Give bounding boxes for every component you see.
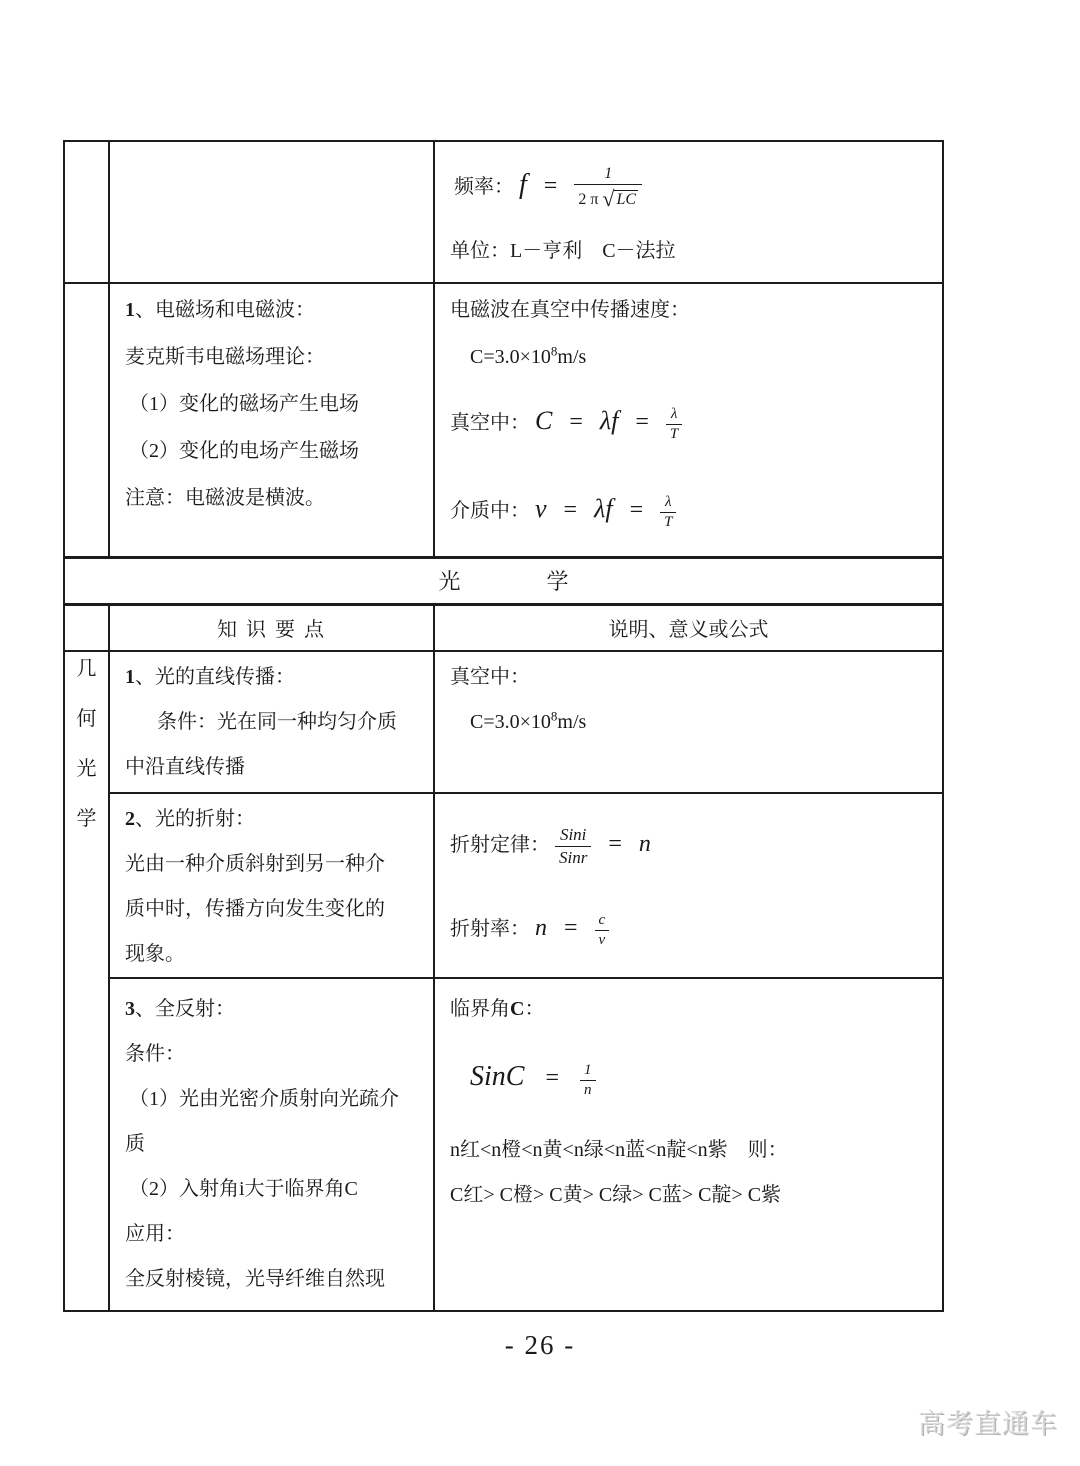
cell-em-freq-left-margin: [64, 141, 109, 283]
lambda-f: λf: [599, 406, 619, 435]
optics3-title: [125, 987, 425, 1032]
n-symbol: n: [638, 831, 651, 857]
medium-label: 介质中：: [450, 500, 530, 522]
fraction-denominator: [574, 184, 642, 211]
fraction-denominator: Sinr: [555, 846, 591, 868]
equals-sign: =: [569, 409, 583, 435]
item-text: 、光的折射：: [135, 808, 255, 830]
optics1-title: [125, 655, 425, 700]
light-speed-value: [450, 700, 934, 745]
cell-em-freq-formula: [434, 141, 943, 283]
formula-refraction-law: [450, 797, 934, 874]
cell-header-margin: [64, 604, 109, 651]
physics-formula-table: [63, 140, 944, 1312]
vlabel-char: 学: [76, 808, 97, 830]
item-number: 2: [125, 808, 135, 830]
fraction-denominator: v: [595, 930, 610, 949]
unit-line: 单位：L－亨利 C－法拉: [450, 239, 676, 262]
cell-optics2-formula: [434, 793, 943, 978]
refractive-index-order: n红<n橙<n黄<n绿<n蓝<n靛<n紫 则：: [450, 1139, 788, 1161]
em-line-3: （1）变化的磁场产生电场: [129, 393, 359, 415]
em-point-1: [125, 287, 425, 334]
optics3-line6: 应用：: [125, 1223, 185, 1245]
row-frequency: [64, 141, 943, 283]
cell-optics1-knowledge: [109, 651, 434, 793]
fraction-numerator: c: [598, 911, 606, 928]
vlabel-char: 何: [76, 708, 97, 730]
cell-header-explanation: 说明、意义或公式: [434, 604, 943, 651]
cell-optics1-formula: [434, 651, 943, 793]
law-label: 折射定律：: [450, 834, 550, 856]
em-line-5: 注意：电磁波是横波。: [125, 487, 325, 509]
sqrt-icon: √: [602, 186, 615, 212]
frequency-label: 频率：: [454, 175, 514, 198]
c-value: C=3.0×10: [470, 711, 551, 733]
frequency-fraction: [574, 165, 642, 212]
optics-title-char2: 学: [546, 569, 569, 594]
formula-vacuum: [450, 395, 934, 449]
fraction-numerator: Sini: [559, 825, 587, 845]
fraction-numerator: 1: [584, 1061, 592, 1078]
row-em-waves: [64, 283, 943, 557]
item-number: 1: [125, 299, 135, 321]
optics2-title: [125, 797, 425, 842]
em-line-4: （2）变化的电场产生磁场: [129, 440, 359, 462]
formula-medium: [450, 483, 934, 537]
lambda-over-T: [660, 494, 676, 532]
den-2pi: 2 π: [578, 191, 603, 209]
vlabel-char: 几: [76, 658, 97, 680]
vlabel-char: 光: [76, 758, 97, 780]
crit-colon: ：: [524, 998, 545, 1020]
cell-geometric-optics-label: [64, 651, 109, 1311]
item-text: 、电磁场和电磁波：: [135, 299, 315, 321]
optics3-line7: 全反射棱镜，光导纤维自然现: [125, 1268, 385, 1290]
formula-refraction-index: [450, 902, 934, 955]
row-optics-3: [64, 978, 943, 1311]
fraction-numerator: λ: [670, 405, 678, 422]
crit-text: 临界角: [450, 998, 510, 1020]
formula-frequency: [454, 165, 934, 212]
vacuum-label: 真空中：: [450, 412, 530, 434]
equals-sign: =: [629, 497, 644, 523]
radicand-LC: LC: [616, 191, 637, 209]
row-column-headers: [64, 604, 943, 651]
cell-em-wave-knowledge: [109, 283, 434, 557]
equals-sign: =: [545, 1065, 560, 1091]
optics3-line3: （1）光由光密介质射向光疏介: [129, 1088, 399, 1110]
medium-lhs: v: [535, 494, 547, 523]
equals-sign: =: [563, 497, 578, 523]
vacuum-lhs: C: [535, 406, 553, 435]
cell-optics-title: [64, 557, 943, 604]
optics2-line4: 现象。: [125, 943, 185, 965]
fraction-denominator: T: [660, 512, 676, 531]
sinc-symbol: SinC: [470, 1061, 525, 1092]
equals-sign: =: [564, 915, 578, 941]
index-label: 折射率：: [450, 918, 530, 940]
equals-sign: =: [543, 172, 558, 199]
lambda-over-T: [666, 406, 682, 444]
item-number: 1: [125, 666, 135, 688]
row-optics-2: [64, 793, 943, 978]
optics-title-char1: 光: [438, 569, 461, 594]
fraction-numerator: 1: [604, 165, 613, 182]
formula-sinc: [450, 1050, 934, 1106]
equals-sign: =: [635, 409, 649, 435]
cell-em-wave-left-margin: [64, 283, 109, 557]
row-optics-title: [64, 557, 943, 604]
optics2-line2: 光由一种介质斜射到另一种介: [125, 853, 385, 875]
vertical-label: [65, 652, 108, 831]
cell-optics3-formula: [434, 978, 943, 1311]
fraction-denominator: T: [666, 424, 682, 443]
cell-em-freq-knowledge-empty: [109, 141, 434, 283]
one-over-n: [580, 1062, 596, 1100]
sini-over-sinr: [555, 825, 591, 867]
row-optics-1: [64, 651, 943, 793]
item-text: 、光的直线传播：: [135, 666, 295, 688]
c-exponent: 8: [550, 343, 558, 359]
frequency-symbol: f: [519, 168, 527, 200]
fraction-denominator: n: [580, 1080, 596, 1099]
critical-angle-label: [450, 987, 934, 1032]
item-number: 3: [125, 998, 135, 1020]
em-line-2: 麦克斯韦电磁场理论：: [125, 346, 325, 368]
page-number: - 26 -: [504, 1330, 576, 1360]
optics1-line3: 中沿直线传播: [125, 756, 245, 778]
n-symbol: n: [535, 915, 547, 941]
watermark: 高考直通车: [918, 1409, 1058, 1439]
optics1-line2: 条件：光在同一种均匀介质: [157, 711, 397, 733]
optics2-line3: 质中时，传播方向发生变化的: [125, 898, 385, 920]
lambda-f: λf: [594, 494, 613, 523]
crit-C: C: [510, 998, 525, 1020]
c-unit: m/s: [557, 711, 587, 733]
optics3-line4: 质: [125, 1133, 145, 1155]
item-text: 、全反射：: [135, 998, 235, 1020]
equals-sign: =: [608, 831, 622, 857]
critical-angle-order: C红> C橙> C黄> C绿> C蓝> C靛> C紫: [450, 1184, 782, 1206]
cell-em-wave-formula: [434, 283, 943, 557]
optics3-line5: （2）入射角i大于临界角C: [129, 1178, 358, 1200]
c-over-v: [595, 912, 610, 950]
c-unit: m/s: [557, 346, 587, 368]
c-exponent: 8: [550, 708, 558, 724]
vacuum-label: 真空中：: [450, 666, 530, 688]
cell-optics3-knowledge: [109, 978, 434, 1311]
fraction-numerator: λ: [665, 493, 672, 510]
optics3-line2: 条件：: [125, 1043, 185, 1065]
c-value: C=3.0×10: [470, 346, 551, 368]
cell-optics2-knowledge: [109, 793, 434, 978]
light-speed-value: [450, 334, 934, 381]
cell-header-knowledge: 知 识 要 点: [109, 604, 434, 651]
em-speed-label: 电磁波在真空中传播速度：: [450, 299, 690, 321]
